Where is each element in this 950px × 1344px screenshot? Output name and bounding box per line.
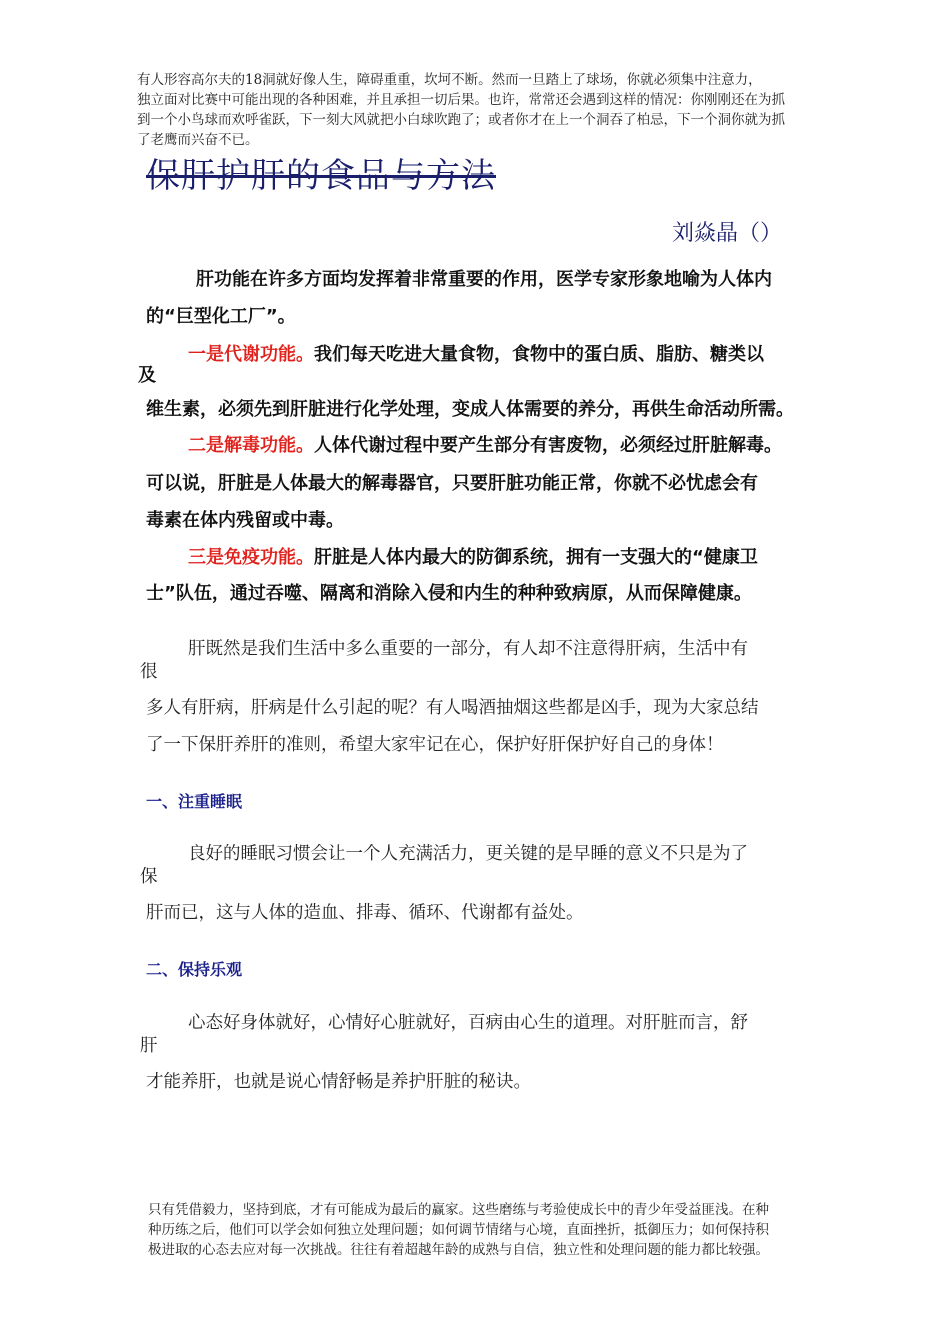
para2-line-2: 很 [140,662,158,682]
intro-line-2: 的“巨型化工厂”。 [146,306,296,327]
section-2-line-1: 心态好身体就好，心情好心脏就好，百病由心生的道理。对肝脏而言，舒 [188,1013,748,1033]
function-2-text: 人体代谢过程中要产生部分有害废物，必须经过肝脏解毒。 [314,435,782,456]
header-note-line: 到一个小鸟球而欢呼雀跃，下一刻大风就把小白球吹跑了；或者你才在上一个洞吞了柏忌，下一个洞你就为抓 [137,112,785,128]
function-1-line-2: 及 [138,365,156,386]
function-2-line-1 [188,434,782,458]
function-1-line-1 [188,343,764,367]
section-2-heading: 二、保持乐观 [146,960,243,979]
header-note-line: 了老鹰而兴奋不已。 [137,132,259,148]
section-1-line-1: 良好的睡眠习惯会让一个人充满活力，更关键的是早睡的意义不只是为了 [188,844,748,864]
function-3-text: 肝脏是人体内最大的防御系统，拥有一支强大的“健康卫 [314,547,758,568]
function-2-line-3: 毒素在体内残留或中毒。 [146,510,344,531]
section-1-line-3: 肝而已，这与人体的造血、排毒、循环、代谢都有益处。 [146,903,584,923]
section-1-heading: 一、注重睡眠 [146,792,243,811]
intro-line-1: 肝功能在许多方面均发挥着非常重要的作用，医学专家形象地喻为人体内 [196,269,772,290]
function-1-line-3: 维生素，必须先到肝脏进行化学处理，变成人体需要的养分，再供生命活动所需。 [146,399,794,420]
function-3-label: 三是免疫功能。 [188,547,314,568]
function-3-line-2: 士”队伍，通过吞噬、隔离和消除入侵和内生的种种致病原，从而保障健康。 [146,583,752,604]
function-3-line-1 [188,546,758,570]
section-2-line-2: 肝 [140,1036,158,1056]
para2-line-1: 肝既然是我们生活中多么重要的一部分，有人却不注意得肝病，生活中有 [188,639,748,659]
header-note-line: 独立面对比赛中可能出现的各种困难，并且承担一切后果。也许，常常还会遇到这样的情况：你刚刚还在为抓 [137,92,785,108]
header-note-line: 有人形容高尔夫的18洞就好像人生，障碍重重，坎坷不断。然而一旦踏上了球场，你就必须集中注意力， [137,72,762,88]
section-2-line-3: 才能养肝，也就是说心情舒畅是养护肝脏的秘诀。 [146,1072,531,1092]
function-2-line-2: 可以说，肝脏是人体最大的解毒器官，只要肝脏功能正常，你就不必忧虑会有 [146,473,758,494]
footer-note-line: 只有凭借毅力，坚持到底，才有可能成为最后的赢家。这些磨练与考验使成长中的青少年受益匪浅。在种 [148,1202,769,1218]
footer-note [148,1200,828,1260]
para2-line-4: 了一下保肝养肝的准则，希望大家牢记在心，保护好肝保护好自己的身体！ [146,735,724,755]
function-1-label: 一是代谢功能。 [188,344,314,365]
author-name: 刘焱晶（） [672,221,783,246]
section-1-line-2: 保 [140,867,158,887]
header-note [137,70,817,150]
para2-line-3: 多人有肝病，肝病是什么引起的呢？有人喝酒抽烟这些都是凶手，现为大家总结 [146,698,759,718]
footer-note-line: 种历练之后，他们可以学会如何独立处理问题；如何调节情绪与心境，直面挫折，抵御压力；如何保持积 [148,1222,769,1238]
footer-note-line: 极进取的心态去应对每一次挑战。往往有着超越年龄的成熟与自信，独立性和处理问题的能力都比较强。 [148,1242,769,1258]
document-title: 保肝护肝的食品与方法 [146,156,496,196]
function-2-label: 二是解毒功能。 [188,435,314,456]
function-1-text: 我们每天吃进大量食物，食物中的蛋白质、脂肪、糖类以 [314,344,764,365]
